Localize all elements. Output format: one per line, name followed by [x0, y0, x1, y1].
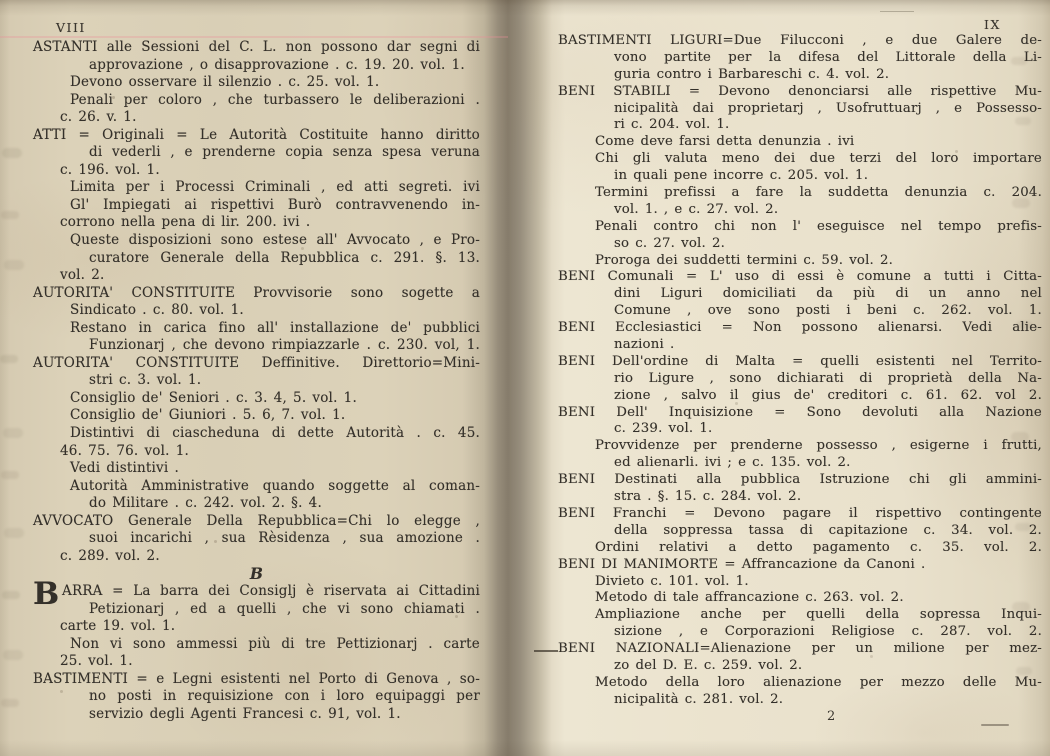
text-line: Non vi sono ammessi più di tre Pettizionarj . carte	[70, 635, 480, 652]
text-line: curatore Generale della Repubblica c. 291. §. 13.	[89, 249, 480, 266]
text-line: Distintivi di ciascheduna di dette Autorità . c. 45.	[70, 425, 480, 442]
text-line: so c. 27. vol. 2.	[614, 235, 726, 251]
text-line: BENI Destinati alla pubblica Istruzione chi gli ammini-	[558, 472, 1042, 488]
text-line: Consiglio de' Seniori . c. 3. 4, 5. vol. 1.	[70, 389, 357, 406]
scratch-mark	[880, 11, 914, 12]
text-line: servizio degli Agenti Francesi c. 91, vol. 1.	[89, 705, 401, 722]
text-line: AVVOCATO Generale Della Repubblica=Chi lo elegge ,	[33, 512, 480, 529]
text-line: di vederli , e prenderne copia senza spesa veruna	[89, 144, 480, 161]
text-line: Penali per coloro , che turbassero le deliberazioni .	[70, 91, 480, 108]
text-line: BENI Dell'ordine di Malta = quelli esistenti nel Territo-	[558, 353, 1042, 369]
text-line: Funzionarj , che devono rimpiazzarle . c. 230. vol, 1.	[89, 337, 480, 354]
text-line: BENI NAZIONALI=Alienazione per un milione per mez-	[558, 641, 1042, 657]
text-line: do Militare . c. 242. vol. 2. §. 4.	[89, 495, 322, 512]
text-line: suoi incarichi , sua Rèsidenza , sua amozione .	[89, 530, 480, 547]
text-line: Metodo di tale affrancazione c. 263. vol. 2.	[595, 590, 904, 606]
text-line: della soppressa tassa di capitazione c. 34. vol. 2.	[614, 522, 1042, 538]
text-line: BENI DI MANIMORTE = Affrancazione da Canoni .	[558, 556, 926, 572]
text-line: Autorità Amministrative quando soggette al coman-	[70, 477, 480, 494]
text-line: zo del D. E. c. 259. vol. 2.	[614, 657, 803, 673]
text-line: BENI Franchi = Devono pagare il rispettivo contingente	[558, 505, 1042, 521]
text-line: Sindicato . c. 80. vol. 1.	[70, 302, 244, 319]
text-line: zione , salvo il gius de' creditori c. 61. 62. vol 2.	[614, 387, 1042, 403]
text-line: nicipalità c. 281. vol. 2.	[614, 691, 784, 707]
text-line: 46. 75. 76. vol. 1.	[60, 442, 190, 459]
text-line: no posti in requisizione con i loro equipaggi per	[89, 688, 480, 705]
text-line: BENI Dell' Inquisizione = Sono devoluti alla Nazione	[558, 404, 1042, 420]
text-line: Provvidenze per prenderne possesso , esigerne i frutti,	[595, 438, 1042, 454]
text-line: stri c. 3. vol. 1.	[89, 372, 202, 389]
text-line: ed alienarli. ivi ; e c. 135. vol. 2.	[614, 455, 851, 471]
text-line: c. 196. vol. 1.	[60, 161, 160, 178]
text-line: ASTANTI alle Sessioni del C. L. non possono dar segni di	[33, 39, 480, 55]
text-line: Divieto c. 101. vol. 1.	[595, 573, 749, 589]
text-line: nazioni .	[614, 337, 675, 353]
text-line: rio Ligure , sono dichiarati di proprietà della Na-	[614, 370, 1042, 386]
text-line: Comune , ove sono posti i beni c. 262. vol. 1.	[614, 303, 1042, 319]
text-line: BENI STABILI = Devono denonciarsi alle rispettive Mu-	[558, 83, 1042, 99]
right-page-number: IX	[984, 17, 1001, 32]
text-line: Petizionarj , ed a quelli , che vi sono chiamati .	[89, 600, 480, 617]
text-line: vol. 1. , e c. 27. vol. 2.	[614, 201, 779, 217]
foxing-specks	[0, 0, 3, 3]
text-line: Vedi distintivi .	[70, 460, 179, 477]
show-through-marks-right	[1012, 0, 1026, 6]
text-line: c. 239. vol. 1.	[614, 421, 713, 437]
text-line: BENI Ecclesiastici = Non possono alienarsi. Vedi alie-	[558, 320, 1042, 336]
text-line: guria contro i Barbareschi c. 4. vol. 2.	[614, 66, 890, 82]
text-line: Consiglio de' Giuniori . 5. 6, 7. vol. 1.	[70, 407, 346, 424]
text-line: Limita per i Processi Criminali , ed atti segreti. ivi	[70, 179, 480, 196]
left-page-text	[33, 39, 480, 723]
text-line: Devono osservare il silenzio . c. 25. vol. 1.	[70, 74, 380, 91]
text-line: Come deve farsi detta denunzia . ivi	[595, 134, 855, 150]
text-line: stra . §. 15. c. 284. vol. 2.	[614, 489, 802, 505]
margin-dash-mark	[534, 650, 558, 652]
text-line: ATTI = Originali = Le Autorità Costituite hanno diritto	[33, 126, 480, 143]
text-line: in quali pene incorre c. 205. vol. 1.	[614, 168, 869, 184]
text-line: vol. 2.	[60, 267, 105, 284]
text-line: Ampliazione anche per quelli della sopressa Inqui-	[595, 607, 1042, 623]
text-line: Gl' Impiegati ai rispettivi Burò contravvenendo in-	[70, 196, 480, 213]
text-line: ri c. 204. vol. 1.	[614, 117, 730, 133]
scan-artifact-line	[0, 36, 508, 38]
text-line: Metodo della loro alienazione per mezzo delle Mu-	[595, 674, 1042, 690]
text-line: 25. vol. 1.	[60, 653, 133, 670]
signature-mark: 2	[827, 709, 836, 724]
text-line: vono partite per la difesa del Littorale della Li-	[614, 49, 1042, 65]
text-line: BENI Comunali = L' uso di essi è comune a tutti i Citta-	[558, 269, 1042, 285]
text-line: B ARRA = La barra dei Consiglj è riservata ai Cittadini	[33, 575, 480, 612]
text-line: c. 289. vol. 2.	[60, 547, 160, 564]
drop-cap: B	[33, 575, 60, 612]
text-line: Proroga dei suddetti termini c. 59. vol. 2.	[595, 252, 894, 268]
text-line: corrono nella pena di lir. 200. ivi .	[60, 214, 311, 231]
text-line: Penali contro chi non l' eseguisce nel tempo prefis-	[595, 218, 1042, 234]
text-line: nicipalità dai proprietarj , Usofruttuarj , e Possesso-	[614, 100, 1042, 116]
right-page-text	[558, 33, 1042, 709]
corner-dash-mark	[981, 724, 1009, 726]
text-line: BASTIMENTI LIGURI=Due Filucconi , e due Galere de-	[558, 33, 1042, 48]
text-line: Chi gli valuta meno dei due terzi del loro importare	[595, 151, 1042, 167]
text-line: B	[249, 564, 264, 584]
text-line: AUTORITA' CONSTITUITE Deffinitive. Direttorio=Mini-	[33, 354, 480, 371]
text-line: dini Liguri domiciliati da più di un anno nel	[614, 286, 1042, 302]
text-line: Restano in carica fino all' installazione de' pubblici	[70, 319, 480, 336]
text-line: AUTORITA' CONSTITUITE Provvisorie sono sogette a	[33, 284, 480, 301]
text-line: Ordini relativi a detto pagamento c. 35. vol. 2.	[595, 539, 1042, 555]
text-line: Termini prefissi a fare la suddetta denunzia c. 204.	[595, 185, 1042, 201]
text-line: sizione , e Corporazioni Religiose c. 287. vol. 2.	[614, 624, 1042, 640]
text-line: c. 26. v. 1.	[60, 109, 137, 126]
text-line: carte 19. vol. 1.	[60, 618, 176, 635]
text-line: approvazione , o disapprovazione . c. 19. 20. vol. 1.	[89, 56, 465, 73]
left-page-number: VIII	[56, 20, 86, 35]
text-line: BASTIMENTI = e Legni esistenti nel Porto di Genova , so-	[33, 670, 480, 687]
text-line: Queste disposizioni sono estese all' Avvocato , e Pro-	[70, 232, 480, 249]
